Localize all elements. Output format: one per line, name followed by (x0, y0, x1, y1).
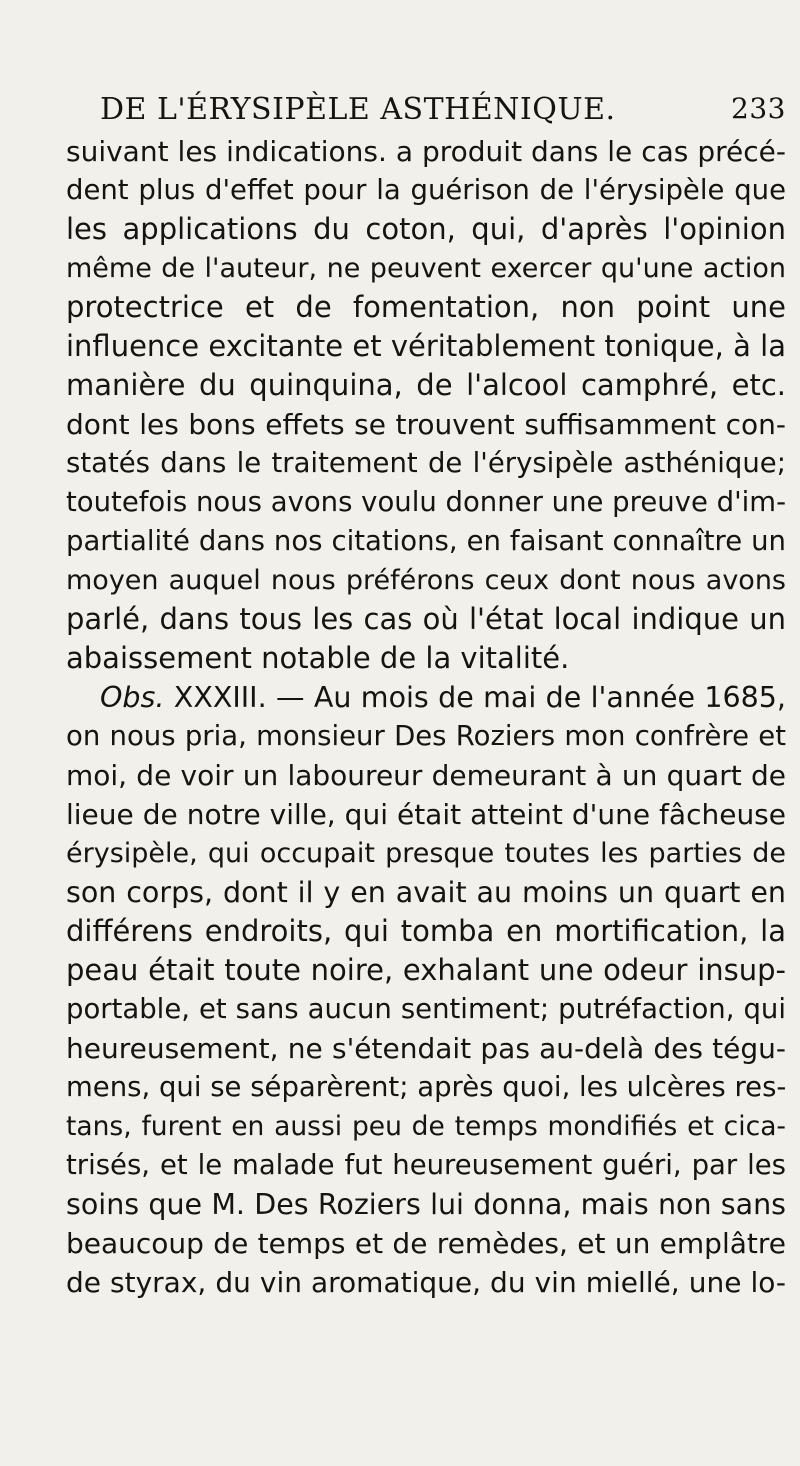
text-line: moyen auquel nous préférons ceux dont nous avons (66, 565, 786, 596)
text-line: beaucoup de temps et de remèdes, et un emplâtre (66, 1227, 786, 1260)
text-line: manière du quinquina, de l'alcool camphré, etc. (66, 368, 786, 402)
body-text (66, 132, 786, 1302)
text-line: suivant les indications. a produit dans le cas précé- (66, 135, 786, 168)
text-line: influence excitante et véritablement tonique, à la (66, 329, 786, 363)
text-line: heureusement, ne s'étendait pas au-delà des tégu- (66, 1032, 786, 1065)
text-line: tans, furent en aussi peu de temps mondifiés et cica- (66, 1111, 786, 1142)
text-line: moi, de voir un laboureur demeurant à un quart de (66, 759, 786, 792)
text-line: statés dans le traitement de l'érysipèle asthénique; (66, 447, 786, 479)
text-line: soins que M. Des Roziers lui donna, mais non sans (66, 1188, 786, 1221)
text-line: parlé, dans tous les cas où l'état local indique un (66, 602, 786, 636)
observation-heading-line (66, 678, 786, 717)
text-line: dont les bons effets se trouvent suffisamment con- (66, 408, 786, 441)
text-line: peau était toute noire, exhalant une odeur insup- (66, 953, 786, 987)
text-line: lieue de notre ville, qui était atteint d'une fâcheuse (66, 798, 786, 831)
page-number: 233 (731, 92, 786, 125)
text-line: son corps, dont il y en avait au moins un quart en (66, 876, 786, 909)
text-line: dent plus d'effet pour la guérison de l'érysipèle que (66, 174, 786, 206)
text-line: les applications du coton, qui, d'après l'opinion (66, 212, 786, 246)
text-line: de styrax, du vin aromatique, du vin miellé, une lo- (66, 1266, 786, 1299)
running-head (100, 92, 798, 132)
text-line: on nous pria, monsieur Des Roziers mon confrère et (66, 720, 786, 752)
running-title: DE L'ÉRYSIPÈLE ASTHÉNIQUE. (100, 92, 616, 127)
text-line: portable, et sans aucun sentiment; putréfaction, qui (66, 993, 786, 1025)
text-line: même de l'auteur, ne peuvent exercer qu'une action (66, 253, 786, 284)
text-line: érysipèle, qui occupait presque toutes les parties de (66, 838, 786, 869)
text-line: différens endroits, qui tomba en mortification, la (66, 914, 786, 948)
text-line: protectrice et de fomentation, non point une (66, 290, 786, 324)
text-line: mens, qui se séparèrent; après quoi, les ulcères res- (66, 1071, 787, 1103)
text-line: toutefois nous avons voulu donner une preuve d'im- (66, 486, 786, 518)
text-line: partialité dans nos citations, en faisant connaître un (66, 525, 786, 557)
observation-heading-text: XXXIII. — Au mois de mai de l'année 1685, (164, 681, 786, 714)
observation-label: Obs. (100, 681, 165, 714)
text-line: trisés, et le malade fut heureusement guéri, par les (66, 1149, 786, 1181)
text-line: abaissement notable de la vitalité. (66, 641, 570, 675)
